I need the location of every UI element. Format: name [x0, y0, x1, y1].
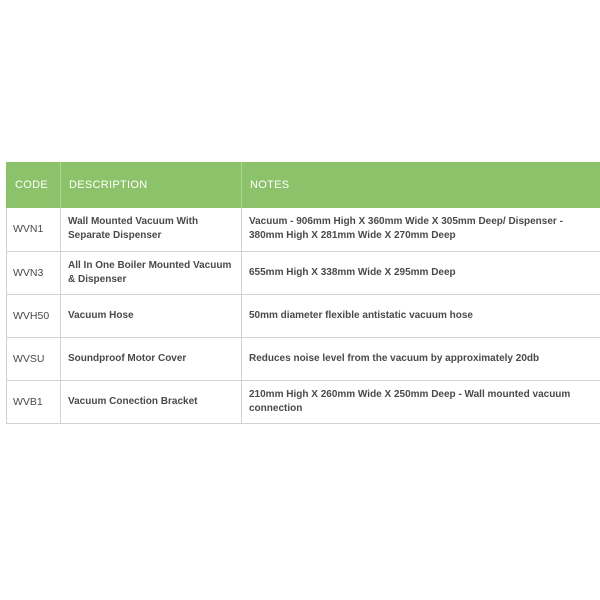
product-table — [6, 162, 600, 424]
cell-notes: 655mm High X 338mm Wide X 295mm Deep — [242, 251, 600, 294]
header-description: DESCRIPTION — [61, 162, 242, 208]
cell-code: WVN3 — [7, 251, 61, 294]
table-header — [7, 162, 600, 208]
cell-code: WVB1 — [7, 380, 61, 423]
table-row — [7, 380, 600, 423]
header-code: CODE — [7, 162, 61, 208]
cell-description: Wall Mounted Vacuum With Separate Dispenser — [61, 208, 242, 251]
cell-description: Vacuum Hose — [61, 294, 242, 337]
header-notes: NOTES — [242, 162, 600, 208]
cell-description: All In One Boiler Mounted Vacuum & Dispenser — [61, 251, 242, 294]
table-row — [7, 251, 600, 294]
table-row — [7, 208, 600, 251]
product-table-container — [6, 162, 600, 426]
table-row — [7, 337, 600, 380]
cell-notes: 210mm High X 260mm Wide X 250mm Deep - Wall mounted vacuum connection — [242, 380, 600, 423]
cell-notes: Reduces noise level from the vacuum by approximately 20db — [242, 337, 600, 380]
header-row — [7, 162, 600, 208]
table-body — [7, 208, 600, 423]
cell-code: WVSU — [7, 337, 61, 380]
cell-description: Soundproof Motor Cover — [61, 337, 242, 380]
cell-code: WVH50 — [7, 294, 61, 337]
cell-description: Vacuum Conection Bracket — [61, 380, 242, 423]
table-row — [7, 294, 600, 337]
cell-notes: 50mm diameter flexible antistatic vacuum hose — [242, 294, 600, 337]
cell-code: WVN1 — [7, 208, 61, 251]
cell-notes: Vacuum - 906mm High X 360mm Wide X 305mm Deep/ Dispenser - 380mm High X 281mm Wide X 270mm Deep — [242, 208, 600, 251]
